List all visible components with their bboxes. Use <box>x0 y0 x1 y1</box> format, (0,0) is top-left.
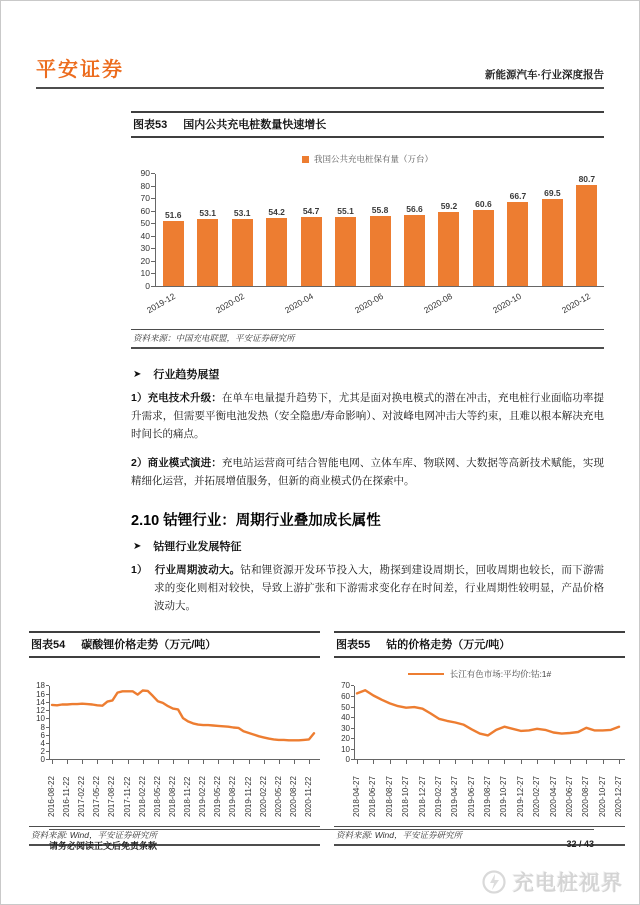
figure-55-source: 资料来源: Wind，平安证券研究所 <box>334 826 625 846</box>
line-chart-55-x-axis: 2018-04-27 2018-06-27 2018-08-27 2018-10-27 2018-12-27 2019-02-27 2019-04-27 2019-06-27 2019-08-27 2019-10-27 2019-12-27 2020-02-27 2020-04-27 2020-06-27 2020-08-27 2020-10-27 2020-12-27 <box>352 776 623 818</box>
figure-55-title-bar <box>334 631 625 658</box>
bar-chart-x-axis: 2019-12 2020-02 2020-04 2020-06 2020-08 2020-10 2020-12 <box>145 291 592 316</box>
legend-label: 我国公共充电桩保有量（万台） <box>313 154 433 164</box>
figure-54-label: 图表54 <box>31 639 66 652</box>
page-footer <box>49 829 594 852</box>
line-chart-54 <box>29 658 320 822</box>
legend-line-icon <box>408 673 444 675</box>
figure-53-title-bar <box>131 111 604 138</box>
pingan-securities-logo: 平安证券 <box>36 59 124 81</box>
line-chart-54-line <box>49 686 320 760</box>
paragraph-2-lead: 2）商业模式演进： <box>131 457 222 470</box>
line-chart-55 <box>334 658 625 822</box>
arrow-bullet-icon: ➤ <box>133 368 142 380</box>
disclaimer-text: 请务必阅读正文后免责条款 <box>49 841 158 851</box>
line-chart-55-line <box>354 686 625 760</box>
lightning-circle-icon <box>481 869 507 895</box>
bar-chart-plot-area <box>131 168 604 291</box>
cobalt-lithium-label: 钴锂行业发展特征 <box>153 541 242 554</box>
line-chart-55-legend <box>334 666 625 682</box>
line-chart-54-y-axis: 18 16 14 12 10 8 6 4 2 0 <box>29 686 49 760</box>
figure-55-block <box>334 631 625 846</box>
figure-54-block <box>29 631 320 846</box>
line-charts-row <box>29 631 625 846</box>
watermark-text: 充电桩视界 <box>513 872 623 895</box>
bar-chart-bars: 51.6 53.1 53.1 54.2 54.7 55.1 55.8 56.6 59.2 60.6 66.7 69.5 80.7 <box>155 174 604 287</box>
bar-chart-legend <box>131 152 604 166</box>
page-number: 32 / 43 <box>566 839 594 849</box>
report-type-label: 新能源汽车·行业深度报告 <box>485 69 604 81</box>
figure-54-title: 碳酸锂价格走势（万元/吨） <box>81 639 217 652</box>
legend-square-icon <box>302 156 309 163</box>
line-chart-54-plot-area <box>29 681 320 765</box>
figure-53-title: 国内公共充电桩数量快速增长 <box>183 119 327 131</box>
paragraph-cycle-volatility <box>131 561 604 615</box>
line-chart-55-plot-area <box>334 681 625 765</box>
page-header <box>36 53 604 89</box>
line-chart-54-legend-spacer <box>29 666 320 682</box>
legend-label: 长江有色市场:平均价:钴:1# <box>449 669 552 680</box>
figure-53-label: 图表53 <box>133 119 168 131</box>
figure-53-source: 资料来源：中国充电联盟，平安证券研究所 <box>131 329 604 349</box>
watermark <box>481 867 623 897</box>
paragraph-charging-tech <box>131 389 604 443</box>
bar-chart-y-axis: 90 80 70 60 50 40 30 20 10 0 <box>131 174 155 287</box>
cobalt-lithium-bullet <box>133 538 604 554</box>
figure-55-label: 图表55 <box>336 639 371 652</box>
section-2-10-heading: 2.10 钴锂行业：周期行业叠加成长属性 <box>131 513 381 530</box>
trend-outlook-label: 行业趋势展望 <box>153 369 220 381</box>
figure-53-block <box>131 111 604 349</box>
paragraph-2-text: 充电站运营商可结合智能电网、立体车库、物联网、大数据等高新技术赋能，实现精细化运营，并拓展增值服务，但新的商业模式仍在探索中。 <box>131 457 605 488</box>
figure-55-title: 钴的价格走势（万元/吨） <box>386 639 511 652</box>
figure-54-source: 资料来源: Wind，平安证券研究所 <box>29 826 320 846</box>
paragraph-1-lead: 1）充电技术升级： <box>131 392 222 404</box>
list-item-lead: 行业周期波动大。 <box>154 564 241 577</box>
figure-54-title-bar <box>29 631 320 658</box>
bar-chart-53 <box>131 138 604 325</box>
trend-outlook-bullet <box>133 366 604 382</box>
body-text <box>131 366 604 615</box>
arrow-bullet-icon: ➤ <box>133 540 142 552</box>
paragraph-business-model <box>131 454 604 490</box>
paragraph-1-text: 在单车电量提升趋势下，尤其是面对换电模式的潜在冲击，充电桩行业面临功率提升需求，但需要平衡电池发热（安全隐患/寿命影响）、对波峰电网冲击大等约束，且难以根本解决充电时间长的痛点。 <box>131 392 605 441</box>
list-item-number: 1） <box>131 564 148 577</box>
line-chart-54-x-axis: 2016-08-22 2016-11-22 2017-02-22 2017-05-22 2017-08-22 2017-11-22 2018-02-22 2018-05-22 2018-08-22 2018-11-22 2019-02-22 2019-05-22 2019-08-22 2019-11-22 2020-02-22 2020-05-22 2020-08-22 2020-11-22 <box>47 776 313 818</box>
list-item-text: 钴和锂资源开发环节投入大，勘探到建设周期长，回收周期也较长，而下游需求的变化则相对较快，导致上游扩张和下游需求变化存在时间差，行业周期性较明显，产品价格波动大。 <box>154 564 605 613</box>
line-chart-55-y-axis: 70 60 50 40 30 20 10 0 <box>334 686 354 760</box>
